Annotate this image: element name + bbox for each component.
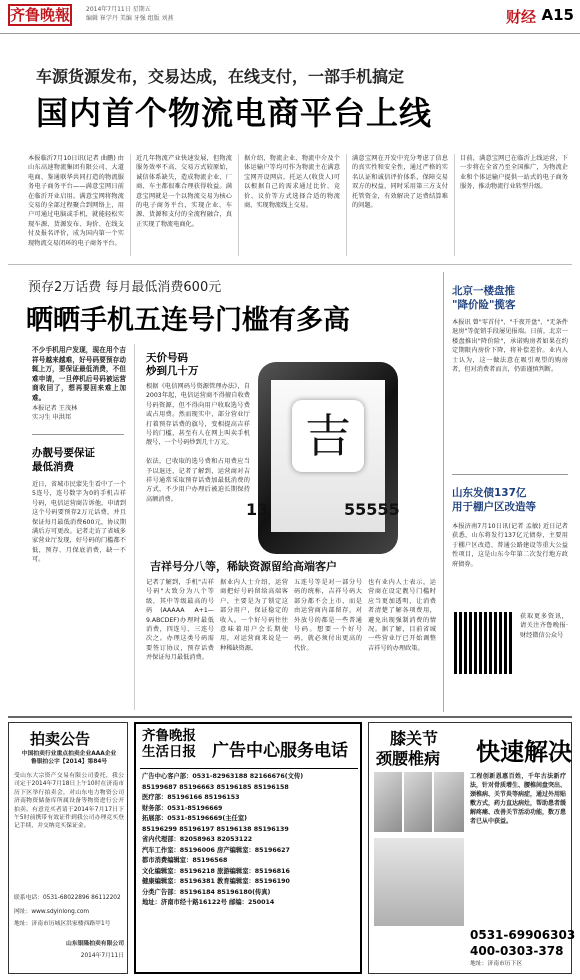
ads-divider	[8, 716, 572, 718]
medical-phone[interactable]: 0531-69906303	[470, 928, 576, 942]
xray-image	[374, 772, 402, 832]
medical-address: 地址：济南市历下区	[470, 961, 523, 967]
mid-column: 记者了解到，手机"吉祥号码"大致分为八个等级，其中等级最高的号码(AAAAA A+1—9.ABCDEF)办理时最低消费，四连号、三连号次之。办理这类号码需要签订协议，预存话费并保证每月最低消费。	[146, 579, 214, 662]
product-image	[374, 838, 464, 926]
auction-body: 受山东大宗资产交易有限公司委托，我公司定于2014年7月18日上午10时在济南市历下区举行拍卖会，对山东电力物资公司济南物资储备库所属设备等物资进行公开拍卖。有意竞买者请于2014年7月17日下午5时前携带有效证件到我公司办理竞买登记手续，并交纳竞买保证金。	[14, 773, 124, 830]
photo-box-text: 根据《电信网码号资源管理办法》，自2003年起，电信运营商不得擅自收费号码资源，但不得向用户收取选号费或占用费。然而现实中，部分营业厅打着预存话费的旗号，变相提高吉祥号的门槛，甚至有人在网上叫卖手机靓号，一个号码炒到几十万元。 依法，已收取的选号费和占用费应当予以退还，记者了解到，运营商对吉祥号通常采取预存话费加最低消费的方式，不少用户办理后被迫长期保持高额消费。	[146, 383, 250, 503]
service-directory	[142, 772, 358, 909]
story2-headline: 晒晒手机五连号门槛有多高	[26, 305, 350, 336]
service-line: 文化编辑室：85196218 旅游编辑室：85196816	[142, 867, 290, 875]
story1-column: 目前，满意宝网已在临沂上线运营，下一步将在全省乃至全国推广，为物流企业和个体运输户提供一站式的电子商务服务，推动物流行业转型升级。	[460, 155, 568, 191]
service-title-left: 齐鲁晚报 生活日报	[142, 728, 196, 760]
service-line: 拓展部：0531-85196669(主任室)	[142, 815, 248, 822]
phone-number-prefix: 13	[246, 500, 269, 519]
service-line: 汽车工作室：85196006 房产编辑室：85196627	[142, 846, 290, 854]
service-line: 地址：济南市经十路16122号 邮编：250014	[142, 899, 275, 906]
photo-box-title: 天价号码 炒到几十万	[146, 352, 199, 377]
sidebar-story1-title: 北京一楼盘推 "降价险"揽客	[452, 285, 516, 311]
service-line: 省内代理部：82058963 82053122	[142, 836, 253, 843]
mid-column: 据业内人士介绍，运营商把好号码留给高端客户，主要是为了锁定这部分用户，保证稳定的收入。一个好号码往往意味着用户会长期使用，对运营商来说是一种稀缺资源。	[220, 579, 288, 652]
service-line: 85199687 85196663 85196185 85196158	[142, 783, 289, 791]
service-line: 广告中心客户部：0531-82963188 82166676(文传)	[142, 773, 304, 780]
mid-headline: 吉祥号分八等，稀缺资源留给高端客户	[150, 560, 337, 573]
section-name: 财经	[505, 8, 536, 26]
medical-title-bottom: 颈腰椎病	[376, 749, 441, 768]
page-header	[0, 0, 580, 34]
story2-box-title: 办靓号要保证 最低消费	[32, 447, 95, 473]
issue-date: 2014年7月11日 星期五	[86, 6, 151, 13]
medical-body: 工程创新恩惠百姓，千年古法新疗法，针对骨质增生、腰椎间盘突出、颈椎病、关节炎等病症，通过外用贴敷方式，药力直达病灶，帮助患者缓解疼痛、改善关节活动功能，数万患者已从中获益。	[470, 773, 567, 825]
mid-column: 也有业内人士表示，运营商在设定靓号门槛时应当更加透明，让消费者清楚了解各项费用，避免出现强制消费的情况。据了解，目前省城一些营业厅已开始调整吉祥号的办理政策。	[368, 579, 436, 652]
ji-character-tile: 吉	[292, 400, 364, 472]
xray-image	[434, 772, 464, 832]
auction-website[interactable]: 网址：www.sdyinlong.com	[14, 909, 90, 915]
staff-credits: 编辑 崔学丹 美编 牙强 组版 刘燕	[86, 15, 174, 22]
medical-hotline[interactable]: 400-0303-378	[470, 944, 564, 958]
service-title-right: 广告中心服务电话	[212, 741, 348, 761]
story1-column: 满意宝网在开发中充分考虑了信息的真实性和安全性，通过严格的实名认证和诚信评价体系，保障交易双方的权益，同时采用第三方支付托管资金，有效解决了运费结算难的问题。	[352, 155, 448, 210]
page-number: A15	[541, 6, 574, 24]
story2-subheadline: 预存2万话费 每月最低消费600元	[28, 280, 222, 295]
sidebar-story2-text: 本报济南7月10日讯(记者 孟敏) 近日记者获悉，山东将发行137亿元债券，主要用于棚户区改造、普通公路建设等重大公益性项目，这是山东今年第二次发行地方政府债券。	[452, 523, 568, 568]
service-line: 85196299 85196197 85196138 85196139	[142, 825, 289, 833]
story1-headline: 国内首个物流电商平台上线	[36, 94, 433, 132]
story2-byline: 本报记者 王茂林 实习生 申洪邦	[32, 405, 78, 422]
service-line: 都市消费编辑室：85196568	[142, 857, 228, 864]
story1-subheadline: 车源货源发布，交易达成，在线支付，一部手机搞定	[36, 67, 405, 86]
auction-subtitle: 中国拍卖行业重点拍卖企业AAA企业 鲁银拍公字【2014】第84号	[21, 751, 117, 766]
service-line: 医疗部：85196166 85196153	[142, 794, 240, 801]
story1-column: 本报临沂7月10日讯(记者 曲鹏) 由山东高速物流集团有限公司、大道电商、鉴通联华共同打造的物流服务电子商务平台——满意宝网日前在临沂开业启用。满意宝网将物流交易的全部过程聚合到网络上，用户可通过电脑或手机，就能轻松实现车源、货源发布、询价、在线支付及报名评价，成为国内第一个实现物流交易闭环的电子商务平台。	[28, 155, 124, 247]
medical-headline: 快速解决	[476, 738, 572, 766]
auction-phone: 联系电话：0531-68022896 86112202	[14, 895, 121, 901]
xray-image	[404, 772, 432, 832]
service-line: 分类广告部：85196184 85196180(传真)	[142, 888, 271, 896]
qr-caption: 获取更多资讯，请关注齐鲁晚报·财经微信公众号	[520, 613, 568, 639]
story1-column: 近几年物流产业快速发展，但物流服务效率不高、交易方式较原始，诚信体系缺失，造成物流企业、厂商、车主都很难合理获得收益。满意宝网就是一个以物流交易为核心的电子商务平台，实现企业、车源、货源和支付的全流程融合，真正实现了物流电商化。	[136, 155, 232, 228]
auction-title: 拍卖公告	[30, 730, 91, 748]
phone-number-suffix: 55555	[344, 500, 400, 519]
story2-lead: 不少手机用户发现，现在用个吉祥号越来越难，好号码要预存动辄上万，要保证最低消费，不但难申请，一旦停机后号码被运营商收回了，想再要回来难上加难。	[32, 346, 126, 402]
mid-column: 五连号等是对一部分号码的统称，吉祥号码大部分都不会上市，而是由运营商内部留存，对外放号的都是一些普通号码。想要一个好号码，就必须付出更高的代价。	[294, 579, 362, 652]
story1-column: 据介绍，物流企业、物流中介及个体运输户等均可作为物流主在满意宝网开设网店，托运人(收货人)可以根据自己的需求通过比价、竞价、议价等方式选择合适的物流商，实现物流线上交易。	[244, 155, 340, 210]
sidebar-story2-title: 山东发债137亿 用于棚户区改造等	[452, 487, 536, 513]
section-divider	[8, 264, 572, 265]
story2-box-text: 近日，省城市民蒙先生看中了一个5连号，连号数字为0的手机吉祥号码，电信运营商告诉他，申请到这个号码要预存2万元话费，并且保证每月最低消费600元，协议期满后方可更改。记者走访了省城多家营业厅发现，好号码的门槛都不低，预存、月保底消费，缺一不可。	[32, 481, 126, 564]
newspaper-logo: 齐鲁晚報	[10, 6, 71, 24]
auction-company: 山东银隆拍卖有限公司	[66, 941, 124, 947]
sidebar-story1-text: 本报讯 曾"零首付"、"千夜开盘"、"无条件退房"等促销手段屡见报端。日前，北京一楼盘推出"降价险"，承诺购房者如果在约定期限内房价下降，将补偿差价。业内人士认为，这一做法意在吸引观望的购房者，但对消费者而言，仍需谨慎判断。	[452, 319, 568, 374]
medical-title-top: 膝关节	[390, 729, 439, 748]
qr-code[interactable]	[454, 612, 514, 674]
service-line: 健康编辑室：85196381 教育编辑室：85196190	[142, 878, 290, 885]
service-line: 财务部：0531-85196669	[142, 804, 223, 812]
auction-address: 地址：济南市历城区洪家楼西路甲1号	[14, 921, 111, 927]
auction-date: 2014年7月11日	[80, 953, 124, 959]
